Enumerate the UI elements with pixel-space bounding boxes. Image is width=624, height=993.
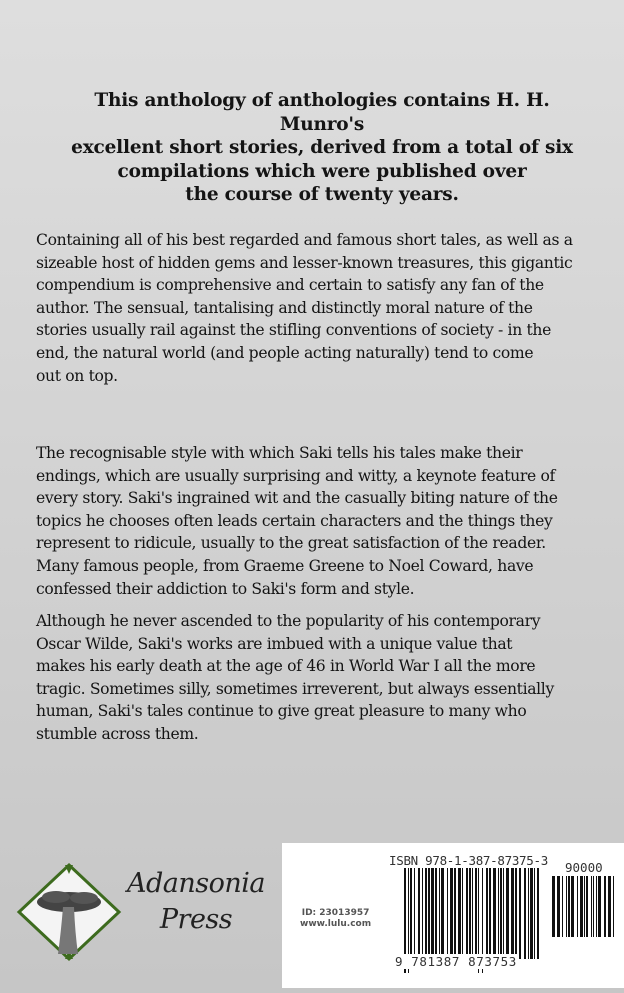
text-line: end, the natural world (and people acting naturally) tend to come — [36, 343, 534, 362]
barcode-bar — [462, 868, 463, 959]
barcode-bar — [524, 868, 526, 959]
text-line: Many famous people, from Graeme Greene to Noel Coward, have — [36, 556, 534, 575]
text-line: excellent short stories, derived from a total of six — [71, 137, 573, 158]
barcode-bar — [441, 868, 444, 959]
barcode-panel — [282, 843, 624, 988]
barcode-bar — [591, 876, 592, 937]
barcode-bar — [586, 876, 588, 937]
text-line: Although he never ascended to the popularity of his contemporary — [36, 612, 541, 630]
barcode-bar — [425, 868, 427, 959]
barcode-bar — [571, 876, 574, 937]
text-line: confessed their addiction to Saki's form and style. — [36, 579, 415, 598]
barcode-bar — [435, 868, 437, 959]
barcode-bar — [584, 876, 585, 937]
barcode-bar — [519, 868, 521, 959]
barcode-bar — [598, 876, 601, 937]
barcode-bar — [472, 868, 473, 959]
barcode-bar — [428, 868, 430, 959]
barcode-bar — [410, 868, 412, 959]
barcode-bar — [503, 868, 504, 959]
text-line: This anthology of anthologies contains H. H. Munro's — [94, 90, 550, 135]
barcode-bar — [562, 876, 563, 937]
addon-code: 90000 — [565, 860, 603, 875]
text-line: The recognisable style with which Saki tells his tales make their — [36, 444, 523, 462]
text-line: compendium is comprehensive and certain to satisfy any fan of the — [36, 276, 544, 295]
barcode-bar — [528, 868, 529, 959]
publisher-name — [127, 866, 265, 938]
text-line: endings, which are usually surprising and witty, a keynote feature of — [36, 466, 555, 485]
text-line: stories usually rail against the stifling conventions of society - in the — [36, 321, 551, 340]
barcode-bar — [418, 868, 420, 959]
barcode-bar — [580, 876, 583, 937]
barcode-bar — [604, 876, 606, 937]
baobab-tree-diamond-icon — [16, 862, 122, 962]
lulu-info — [300, 908, 371, 930]
barcode-bar — [439, 868, 440, 959]
lulu-url: www.lulu.com — [300, 919, 372, 929]
barcode-bar — [530, 868, 533, 959]
barcode-bar — [506, 868, 509, 959]
barcode-bar — [466, 868, 468, 959]
text-line: the course of twenty years. — [185, 184, 459, 205]
barcode-bar — [458, 868, 461, 959]
publisher-line-2: Press — [159, 904, 233, 935]
barcode-bar — [511, 868, 514, 959]
barcode-bar — [498, 868, 499, 959]
barcode-bar — [557, 876, 560, 937]
barcode-bar — [537, 868, 539, 959]
barcode-bar — [577, 876, 578, 937]
lulu-id: ID: 23013957 — [301, 908, 370, 918]
barcode-bar — [613, 876, 614, 937]
publisher-line-1: Adansonia — [127, 868, 266, 899]
barcode-bar — [493, 868, 496, 959]
barcode-bar — [447, 868, 448, 959]
barcode-bar — [454, 868, 456, 959]
addon-barcode — [552, 876, 614, 951]
barcode-bar — [431, 868, 434, 959]
text-line: tragic. Sometimes silly, sometimes irreverent, but always essentially — [36, 679, 554, 698]
isbn-label: ISBN 978-1-387-87375-3 — [389, 853, 548, 868]
text-line: stumble across them. — [36, 724, 199, 743]
paragraph-3 — [36, 610, 624, 746]
barcode-bar — [596, 876, 597, 937]
barcode-bar — [489, 868, 491, 959]
blurb-heading — [60, 89, 584, 207]
barcode-bar — [414, 868, 415, 959]
barcode-bar — [500, 868, 502, 959]
barcode-bar — [593, 876, 594, 937]
text-line: makes his early death at the age of 46 in World War I all the more — [36, 657, 536, 676]
paragraph-1 — [36, 229, 624, 387]
barcode-bar — [566, 876, 567, 937]
text-line: topics he chooses often leads certain characters and the things they — [36, 511, 553, 530]
text-line: out on top. — [36, 366, 118, 385]
barcode-bar — [552, 876, 555, 937]
ean-digits: 9 781387 873753 — [395, 954, 517, 969]
barcode-bar — [450, 868, 453, 959]
barcode-bar — [568, 876, 570, 937]
text-line: sizeable host of hidden gems and lesser-known treasures, this gigantic — [36, 253, 573, 272]
barcode-bar — [486, 868, 488, 959]
barcode-bar — [469, 868, 471, 959]
text-line: human, Saki's tales continue to give great pleasure to many who — [36, 702, 527, 721]
text-line: every story. Saki's ingrained wit and the casually biting nature of the — [36, 489, 558, 508]
text-line: represent to ridicule, usually to the great satisfaction of the reader. — [36, 534, 546, 553]
barcode-bar — [422, 868, 423, 959]
paragraph-2 — [36, 442, 624, 600]
text-line: Oscar Wilde, Saki's works are imbued with a unique value that — [36, 634, 513, 653]
barcode-bar — [475, 868, 477, 959]
text-line: compilations which were published over — [117, 160, 527, 182]
barcode-bar — [534, 868, 535, 959]
text-line: Containing all of his best regarded and famous short tales, as well as a — [36, 231, 573, 249]
barcode-bar — [608, 876, 611, 937]
barcode-bar — [515, 868, 517, 959]
text-line: author. The sensual, tantalising and distinctly moral nature of the — [36, 298, 533, 317]
